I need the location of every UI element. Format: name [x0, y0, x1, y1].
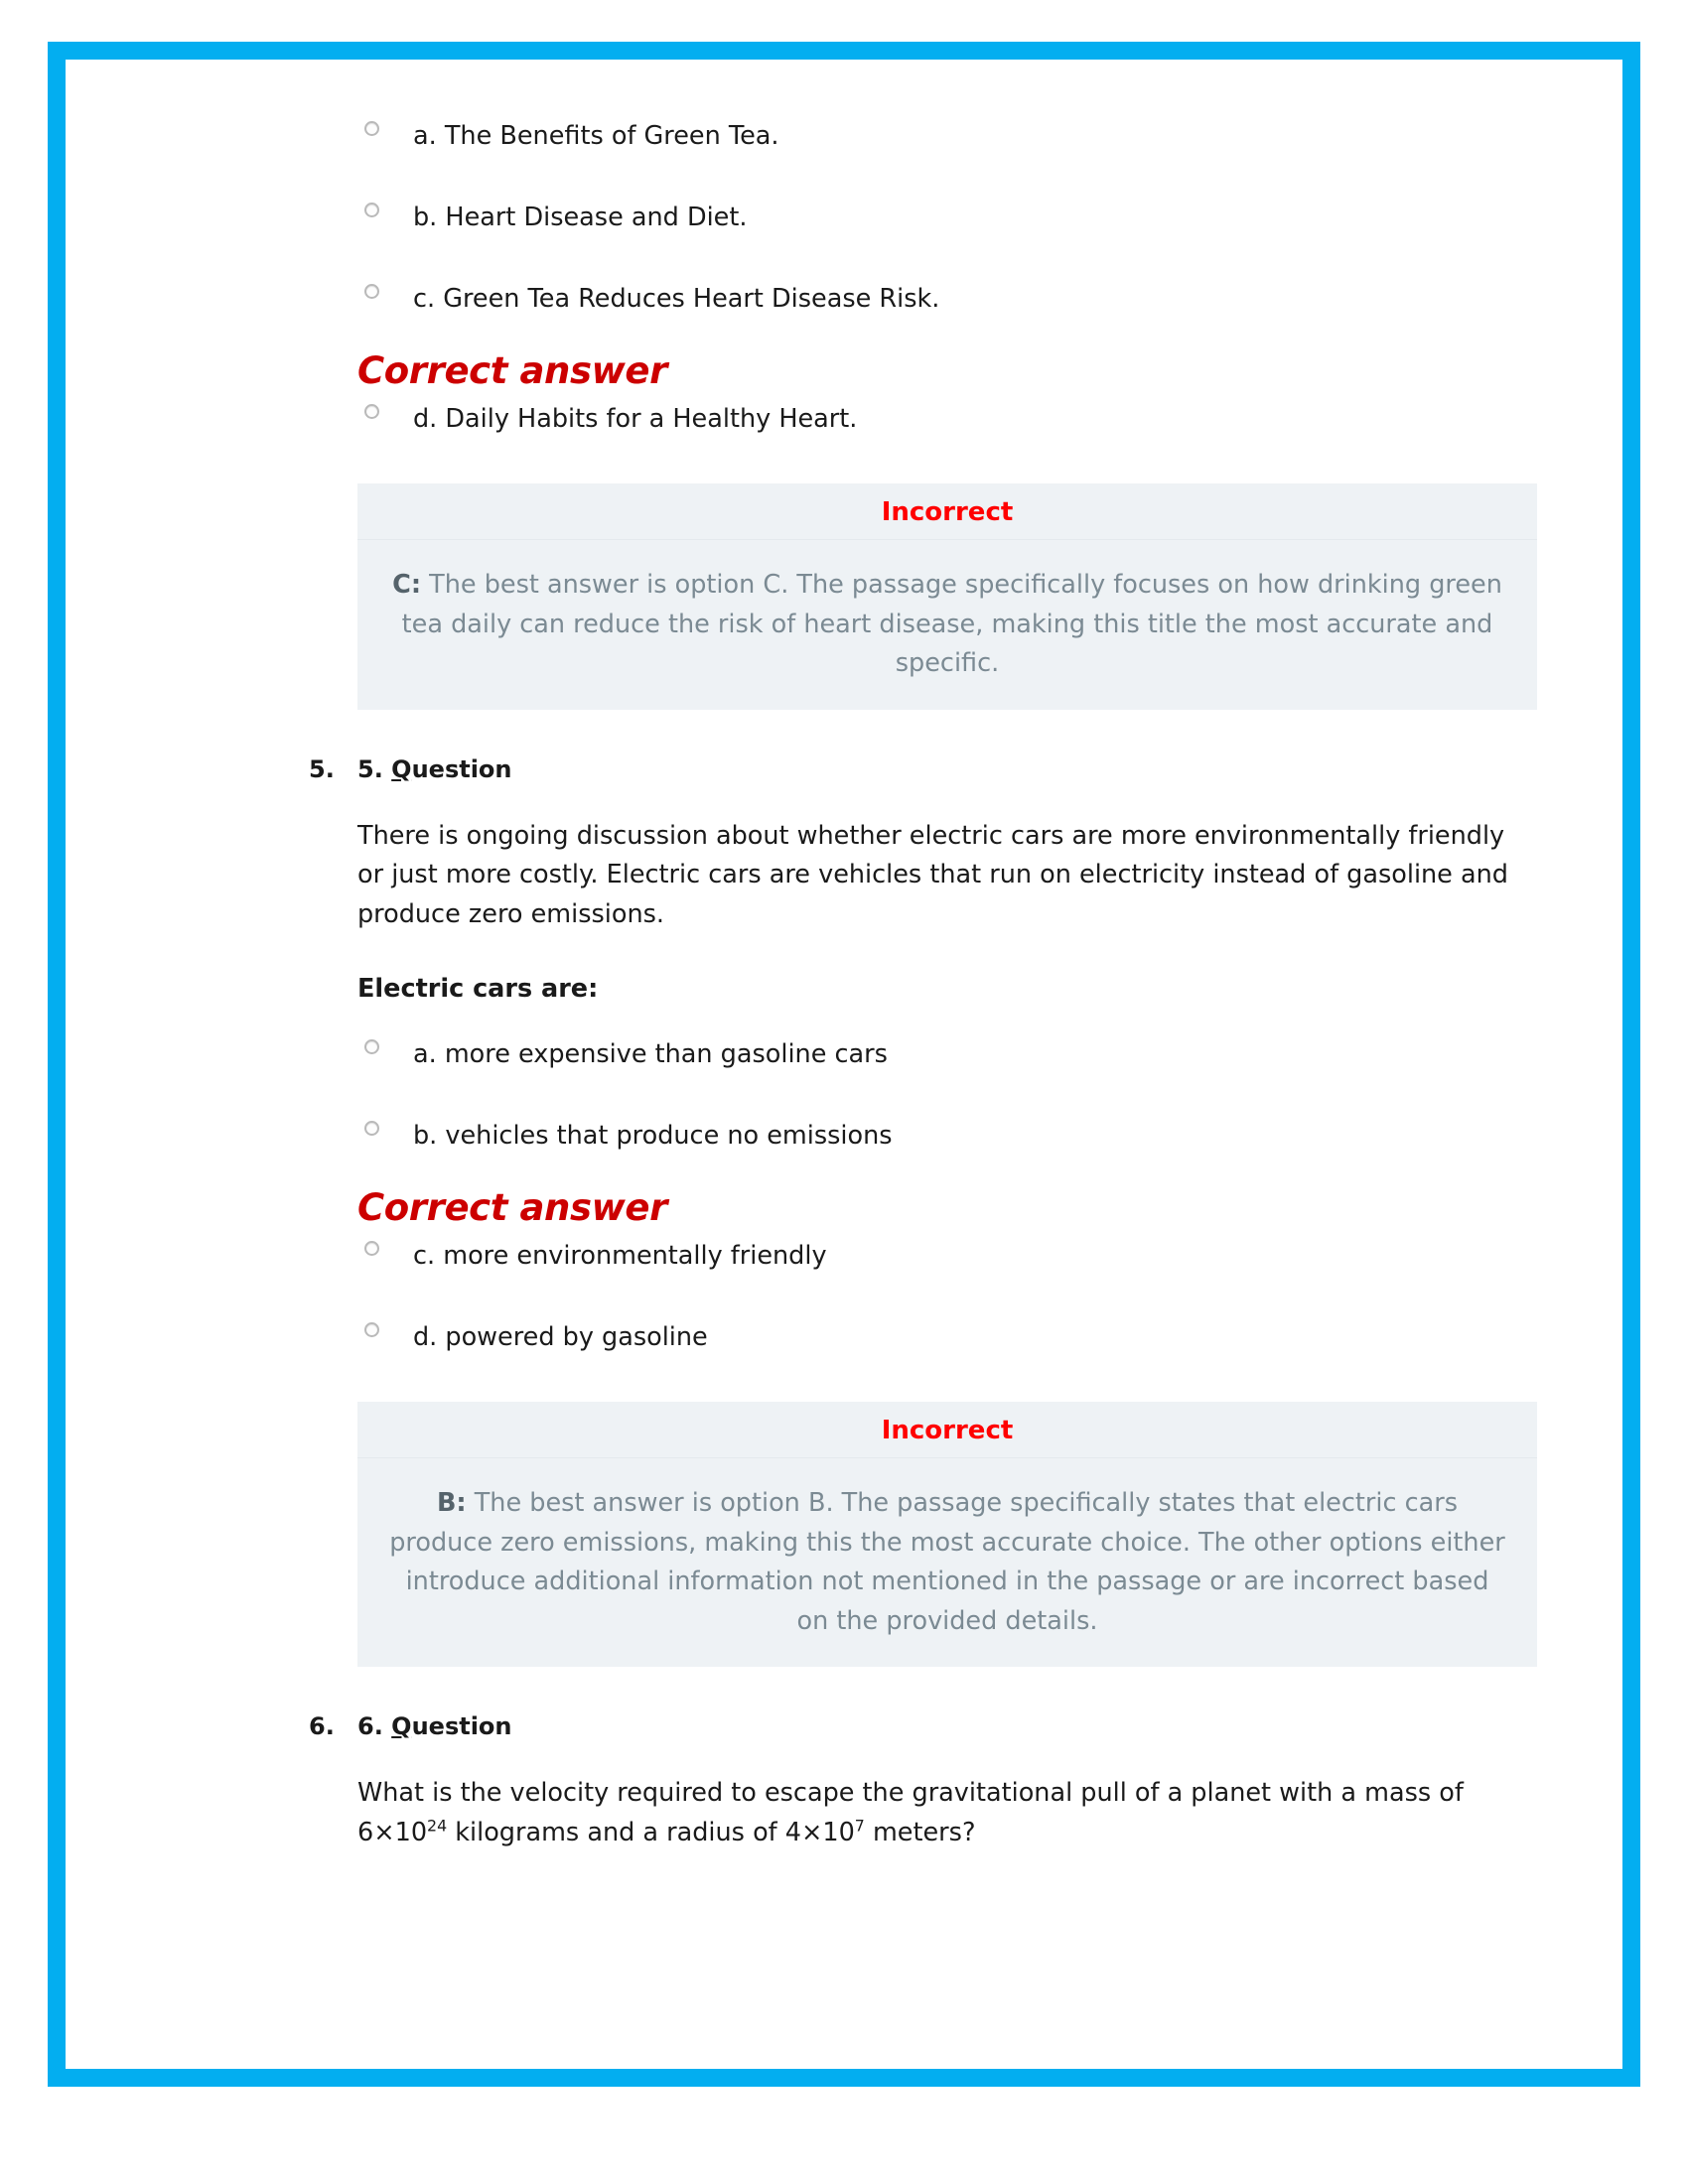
- feedback-status-badge: Incorrect: [357, 483, 1537, 540]
- question-heading-accesskey: Q: [391, 754, 412, 783]
- radio-button-icon[interactable]: [364, 1322, 379, 1337]
- option-row[interactable]: [135, 402, 1553, 454]
- radio-button-icon[interactable]: [364, 1121, 379, 1136]
- radio-button-icon[interactable]: [364, 1039, 379, 1054]
- question-list-marker: 5.: [309, 754, 335, 783]
- question-text-part-1: What is the velocity required to escape the gravitational pull of a planet with a mass of 6×10: [357, 1778, 1464, 1847]
- exponent-7: 7: [854, 1816, 865, 1836]
- feedback-explanation: [357, 540, 1537, 710]
- feedback-explanation-text: The best answer is option B. The passage specifically states that electric cars produce zero emissions, making this the most accurate choice. The other options either introduce additional information not mentioned in the passage or are incorrect based on the provided details.: [389, 1488, 1505, 1636]
- radio-button-icon[interactable]: [364, 284, 379, 299]
- option-row[interactable]: [135, 1119, 1553, 1170]
- option-label: d. powered by gasoline: [413, 1322, 708, 1353]
- radio-button-icon[interactable]: [364, 404, 379, 419]
- option-label: a. The Benefits of Green Tea.: [413, 121, 779, 151]
- feedback-panel: [357, 1402, 1537, 1667]
- feedback-explanation-text: The best answer is option C. The passage specifically focuses on how drinking green tea daily can reduce the risk of heart disease, making this title the most accurate and specific.: [401, 570, 1502, 679]
- question-heading: [357, 755, 1553, 783]
- question-6-block: [135, 1712, 1553, 1852]
- option-row[interactable]: [135, 1037, 1553, 1089]
- question5-options: [135, 1037, 1553, 1372]
- page-frame: [48, 42, 1640, 2087]
- feedback-status-badge: Incorrect: [357, 1402, 1537, 1458]
- radio-button-icon[interactable]: [364, 203, 379, 217]
- exponent-24: 24: [427, 1816, 448, 1836]
- question-heading-prefix: 5.: [357, 754, 392, 783]
- question-passage: There is ongoing discussion about whether electric cars are more environmentally friendly or just more costly. Electric cars are vehicles that run on electricity instead of gasoline and produce zero emissions.: [357, 820, 1508, 929]
- question4-options: [135, 119, 1553, 454]
- correct-answer-badge: Correct answer: [357, 1186, 667, 1230]
- option-label: c. more environmentally friendly: [413, 1241, 827, 1272]
- option-row[interactable]: [135, 282, 1553, 334]
- question-5-block: [135, 755, 1553, 1668]
- option-label: d. Daily Habits for a Healthy Heart.: [413, 404, 858, 434]
- feedback-answer-letter: C:: [392, 570, 422, 600]
- question-text-part-3: meters?: [864, 1817, 976, 1847]
- option-row[interactable]: [135, 201, 1553, 252]
- feedback-explanation: [357, 1458, 1537, 1667]
- option-row[interactable]: [135, 119, 1553, 171]
- question-list-marker: 6.: [309, 1712, 335, 1741]
- quiz-content: [66, 60, 1622, 2069]
- option-label: a. more expensive than gasoline cars: [413, 1039, 888, 1070]
- question-passage: [357, 1774, 1529, 1852]
- question-heading: [357, 1712, 1553, 1740]
- radio-button-icon[interactable]: [364, 1241, 379, 1256]
- radio-button-icon[interactable]: [364, 121, 379, 136]
- question-heading-suffix: uestion: [411, 1712, 512, 1741]
- option-label: b. vehicles that produce no emissions: [413, 1121, 893, 1152]
- option-label: b. Heart Disease and Diet.: [413, 203, 748, 232]
- option-row[interactable]: [135, 1239, 1553, 1291]
- question-prompt: Electric cars are:: [357, 974, 599, 1005]
- question-text-part-2: kilograms and a radius of 4×10: [447, 1817, 855, 1847]
- feedback-panel: [357, 483, 1537, 710]
- question-heading-accesskey: Q: [391, 1712, 412, 1741]
- option-row[interactable]: [135, 1320, 1553, 1372]
- question-heading-prefix: 6.: [357, 1712, 392, 1741]
- correct-answer-badge: Correct answer: [357, 349, 667, 392]
- feedback-answer-letter: B:: [436, 1488, 467, 1519]
- question-heading-suffix: uestion: [411, 754, 512, 783]
- option-label: c. Green Tea Reduces Heart Disease Risk.: [413, 284, 940, 314]
